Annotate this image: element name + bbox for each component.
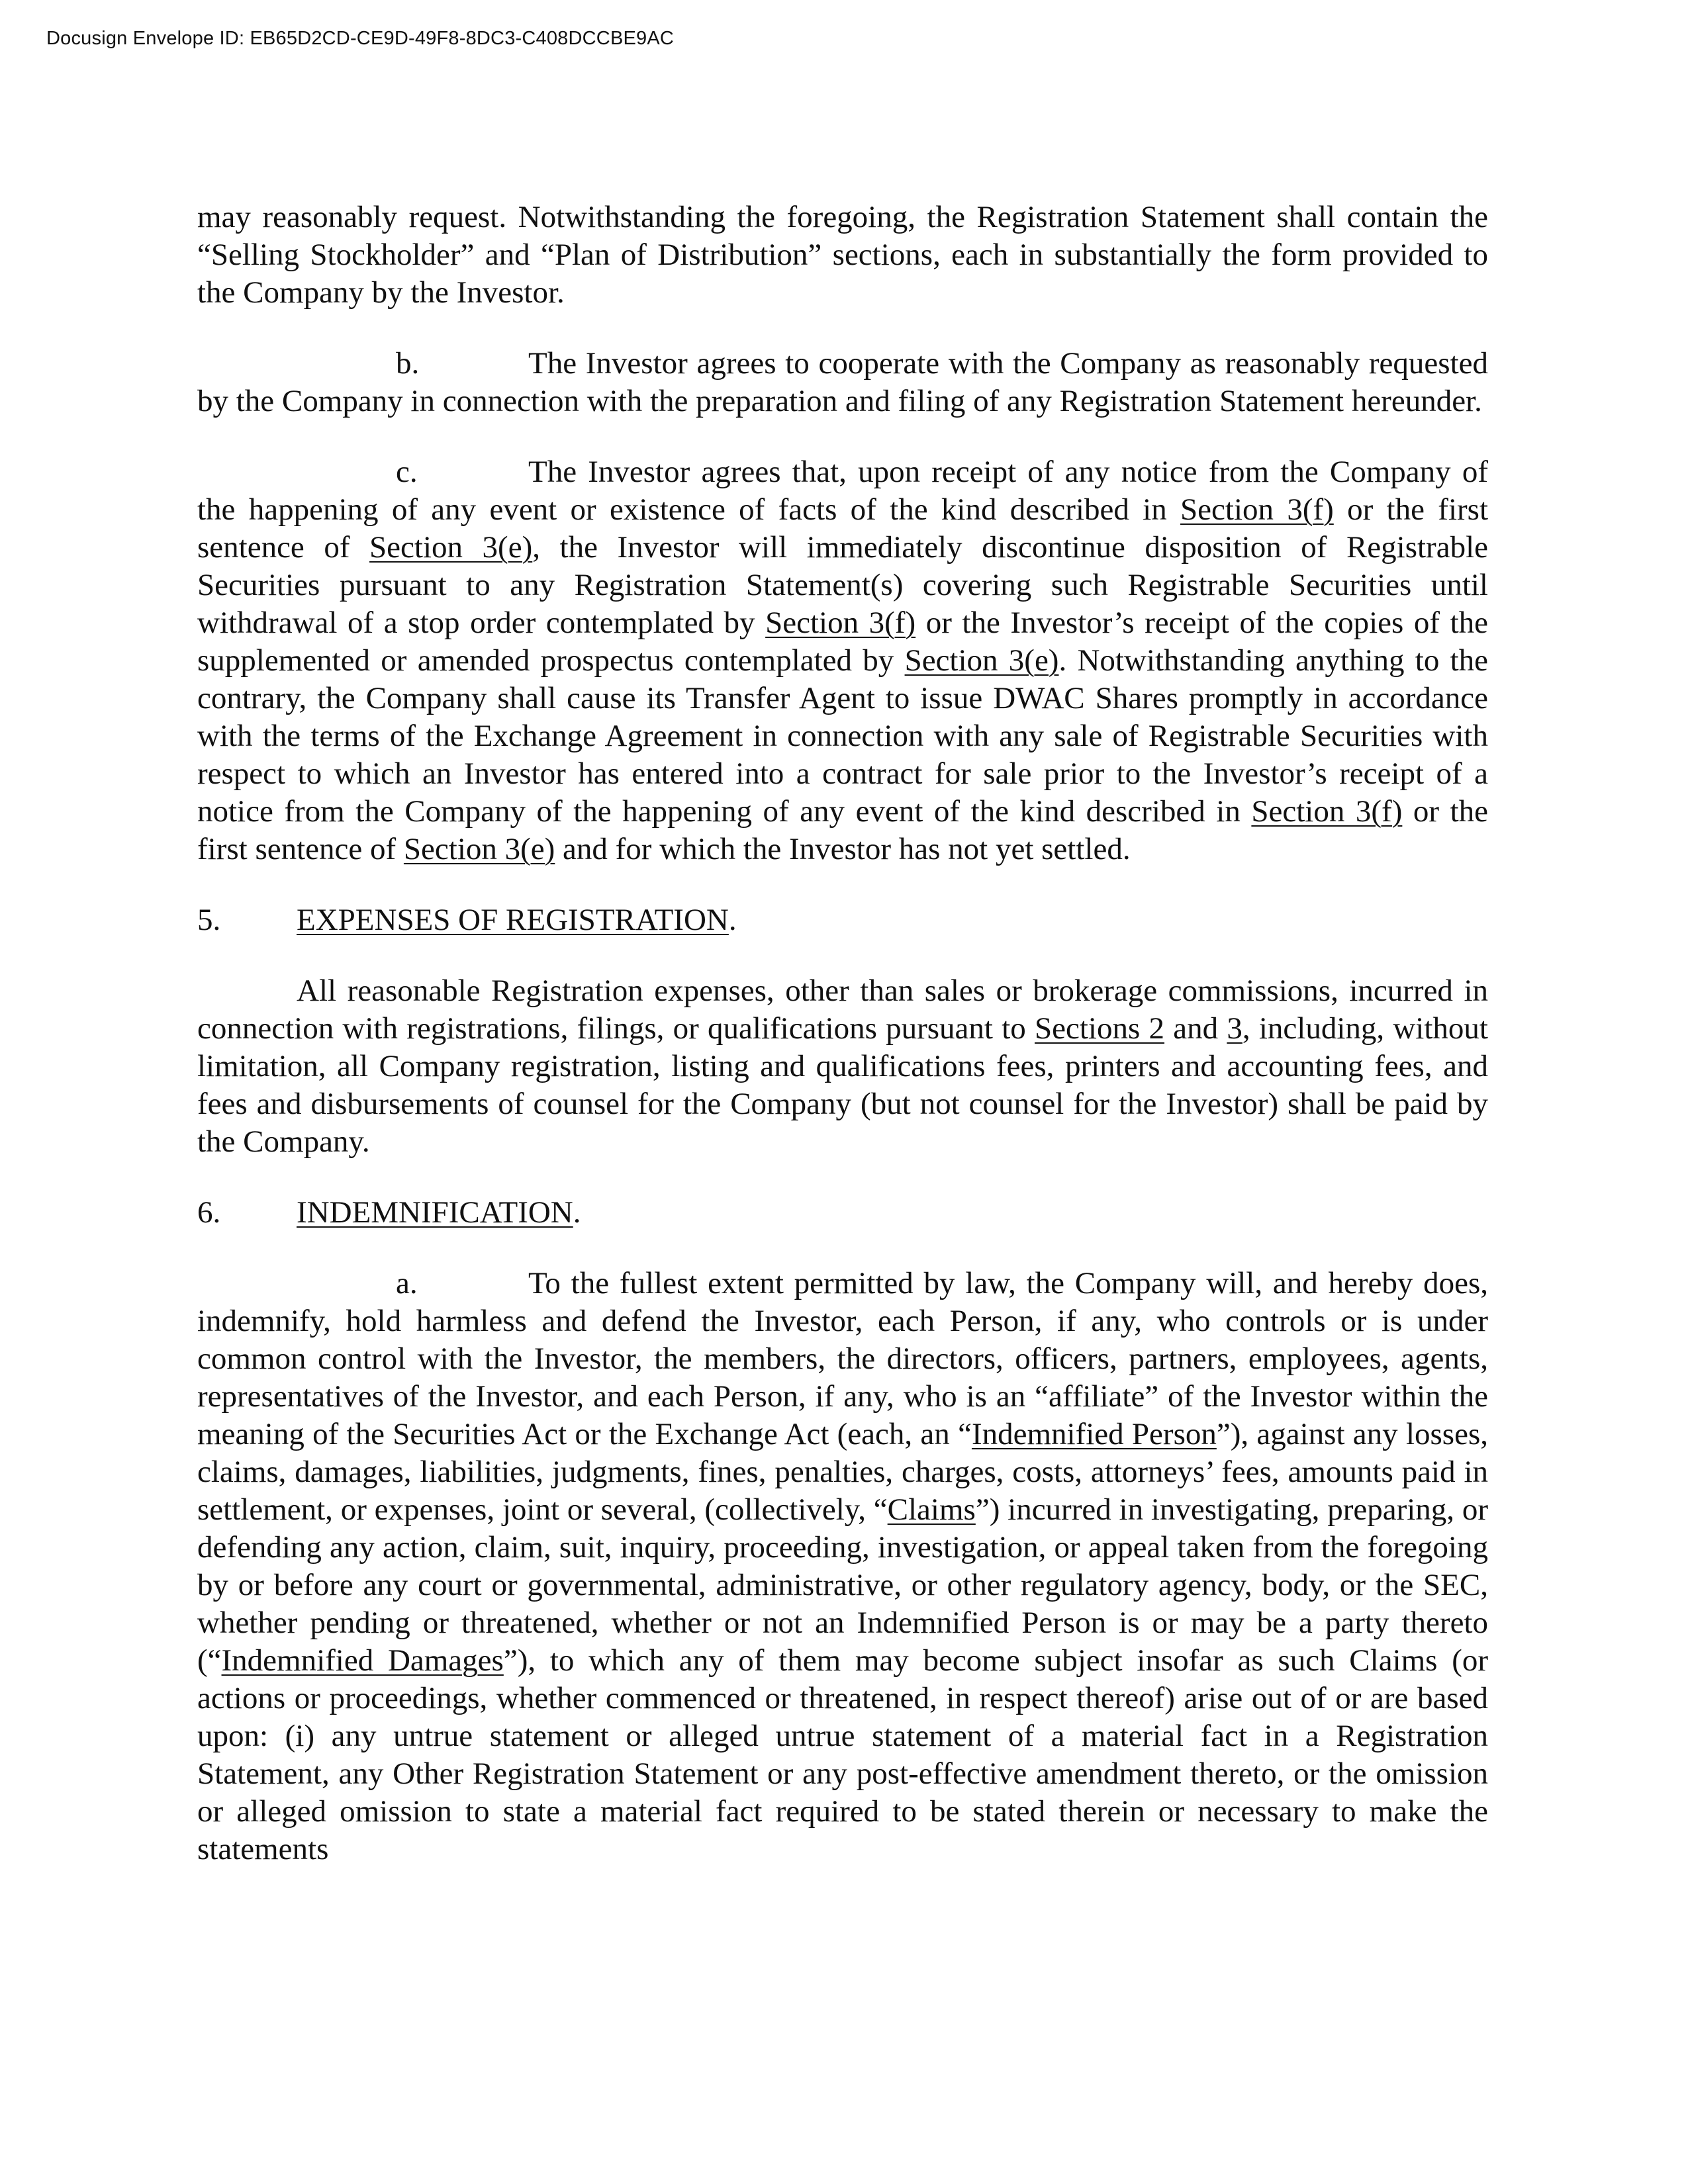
paragraph-c-text: and for which the Investor has not yet settled. bbox=[555, 832, 1131, 866]
section-number: 6. bbox=[197, 1195, 221, 1230]
paragraph-b bbox=[197, 345, 1488, 420]
section-ref: Section 3(f) bbox=[765, 606, 916, 640]
paragraph-6a-text: ”), against any losses, claims, damages, liabilities, judgments, fines, penalties, charges, costs, attorneys’ fees, amounts paid in settlement, or expenses, joint or several, (collectively, “ bbox=[197, 1417, 1488, 1527]
section-5-heading bbox=[197, 901, 1488, 939]
paragraph-6a bbox=[197, 1265, 1488, 1868]
paragraph-c-text: . Notwithstanding anything to the contrary, the Company shall cause its Transfer Agent to issue DWAC Shares promptly in accordance with the terms of the Exchange Agreement in connection with any sale of Registrable Securities with respect to which an Investor has entered into a contract for sale prior to the Investor’s receipt of a notice from the Company of the happening of any event of the kind described in bbox=[197, 643, 1489, 829]
section-number: 5. bbox=[197, 903, 221, 937]
section-6-heading bbox=[197, 1194, 1488, 1232]
paragraph-6a-text: To the fullest extent permitted by law, the Company will, and hereby does, indemnify, hold harmless and defend the Investor, each Person, if any, who controls or is under common control with the Investor, the members, the directors, officers, partners, employees, agents, representatives of the Investor, and each Person, if any, who is an “affiliate” of the Investor within the meaning of the Securities Act or the Exchange Act (each, an “ bbox=[197, 1266, 1488, 1451]
defined-term: Indemnified Damages bbox=[221, 1643, 504, 1678]
paragraph-c-text: or the first sentence of bbox=[197, 492, 1489, 565]
paragraph-c-text: or the Investor’s receipt of the copies of the supplemented or amended prospectus contemplated by bbox=[197, 606, 1488, 678]
section-title: INDEMNIFICATION bbox=[297, 1195, 573, 1230]
paragraph-continuation: may reasonably request. Notwithstanding the foregoing, the Registration Statement shall contain the “Selling Stockholder” and “Plan of Distribution” sections, each in substantially the form provided to the Company by the Investor. bbox=[197, 200, 1488, 310]
item-label-b: b. bbox=[396, 346, 420, 381]
defined-term: Indemnified Person bbox=[971, 1417, 1217, 1451]
heading-period: . bbox=[728, 903, 737, 937]
section-5-body bbox=[197, 972, 1488, 1161]
section-title: EXPENSES OF REGISTRATION bbox=[297, 903, 729, 937]
document-page bbox=[197, 199, 1488, 1868]
section-5-text: , including, without limitation, all Company registration, listing and qualifications fees, printers and accounting fees, and fees and disbursements of counsel for the Company (but not counsel for the Investor) shall be paid by the Company. bbox=[197, 1011, 1488, 1159]
paragraph-c bbox=[197, 453, 1488, 868]
section-ref: Section 3(f) bbox=[1251, 794, 1403, 829]
section-ref: Section 3(e) bbox=[369, 530, 533, 565]
section-ref: Section 3(e) bbox=[403, 832, 555, 866]
defined-term: Claims bbox=[887, 1492, 976, 1527]
paragraph-6a-text: ”) incurred in investigating, preparing, or defending any action, claim, suit, inquiry, proceeding, investigation, or appeal taken from the foregoing by or before any court or governmental, administrative, or other regulatory agency, body, or the SEC, whether pending or threatened, whether or not an Indemnified Person is or may be a party thereto (“ bbox=[197, 1492, 1488, 1678]
paragraph-6a-text: ”), to which any of them may become subject insofar as such Claims (or actions or proceedings, whether commenced or threatened, in respect thereof) arise out of or are based upon: (i) any untrue statement or alleged untrue statement of a material fact in a Registration Statement, any Other Registration Statement or any post-effective amendment thereto, or the omission or alleged omission to state a material fact required to be stated therein or necessary to make the statements bbox=[197, 1643, 1488, 1866]
section-ref: Section 3(f) bbox=[1180, 492, 1334, 527]
section-ref: 3 bbox=[1227, 1011, 1243, 1046]
section-ref: Section 3(e) bbox=[904, 643, 1059, 678]
section-5-text: All reasonable Registration expenses, other than sales or brokerage commissions, incurred in connection with registrations, filings, or qualifications pursuant to bbox=[197, 974, 1488, 1046]
envelope-id: Docusign Envelope ID: EB65D2CD-CE9D-49F8-8DC3-C408DCCBE9AC bbox=[46, 28, 675, 49]
paragraph-c-text: The Investor agrees that, upon receipt of any notice from the Company of the happening of any event or existence of facts of the kind described in bbox=[197, 455, 1488, 527]
item-label-a: a. bbox=[396, 1266, 418, 1300]
paragraph-c-text: , the Investor will immediately discontinue disposition of Registrable Securities pursuant to any Registration Statement(s) covering such Registrable Securities until withdrawal of a stop order contemplated by bbox=[197, 530, 1488, 640]
paragraph-c-text: or the first sentence of bbox=[197, 794, 1489, 866]
item-label-c: c. bbox=[396, 455, 418, 489]
section-5-text: and bbox=[1164, 1011, 1227, 1046]
section-ref: Sections 2 bbox=[1035, 1011, 1165, 1046]
heading-period: . bbox=[573, 1195, 581, 1230]
paragraph-b-text: The Investor agrees to cooperate with the Company as reasonably requested by the Company in connection with the preparation and filing of any Registration Statement hereunder. bbox=[197, 346, 1488, 418]
